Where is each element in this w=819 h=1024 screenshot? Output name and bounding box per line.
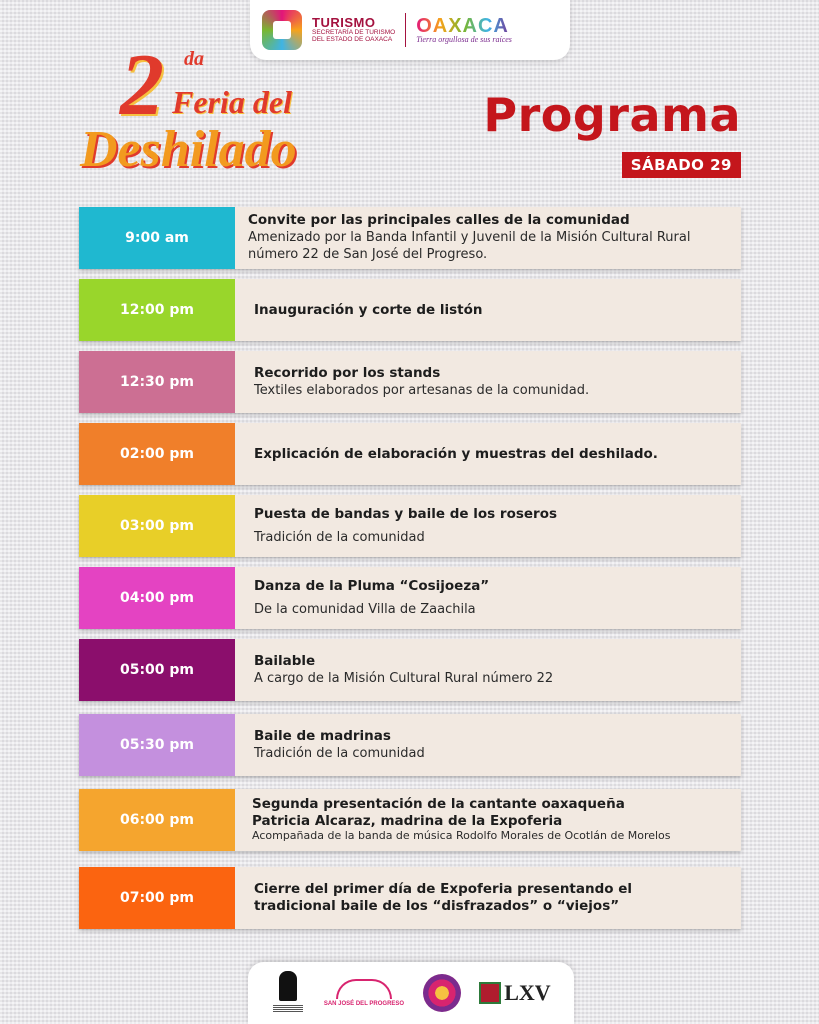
time-cell: 12:00 pm bbox=[79, 279, 235, 341]
event-title: Puesta de bandas y baile de los roseros bbox=[254, 505, 558, 522]
time-cell: 07:00 pm bbox=[79, 867, 235, 929]
time-cell: 04:00 pm bbox=[79, 567, 235, 629]
logo-caption-lines bbox=[273, 1004, 303, 1012]
event-title: Cierre del primer día de Expoferia presentando el bbox=[254, 881, 633, 898]
event-description bbox=[235, 567, 741, 629]
oaxaca-tagline: Tierra orgullosa de sus raíces bbox=[416, 35, 512, 44]
day-badge: SÁBADO 29 bbox=[622, 152, 741, 178]
page-title: Programa bbox=[483, 88, 741, 142]
schedule-row bbox=[79, 867, 741, 929]
feria-title-line1: Feria del bbox=[172, 84, 292, 120]
event-title: Danza de la Pluma “Cosijoeza” bbox=[254, 577, 490, 594]
feria-logo bbox=[80, 37, 350, 192]
event-subtitle: Textiles elaborados por artesanas de la comunidad. bbox=[254, 382, 590, 398]
event-subtitle: A cargo de la Misión Cultural Rural número 22 bbox=[254, 670, 554, 686]
event-description bbox=[235, 639, 741, 701]
feria-ordinal: da bbox=[184, 48, 204, 70]
time-cell: 06:00 pm bbox=[79, 789, 235, 851]
turismo-subtitle-2: DEL ESTADO DE OAXACA bbox=[312, 35, 393, 43]
event-subtitle: Tradición de la comunidad bbox=[254, 745, 425, 761]
time-cell: 12:30 pm bbox=[79, 351, 235, 413]
turismo-subtitle-1: SECRETARÍA DE TURISMO bbox=[312, 29, 396, 36]
schedule-row bbox=[79, 351, 741, 413]
schedule-row bbox=[79, 567, 741, 629]
time-cell: 05:30 pm bbox=[79, 714, 235, 776]
time-cell: 9:00 am bbox=[79, 207, 235, 269]
time-cell: 03:00 pm bbox=[79, 495, 235, 557]
event-title: Segunda presentación de la cantante oaxaqueña bbox=[252, 795, 625, 812]
mision-cultural-logo bbox=[271, 971, 305, 1015]
feria-title-line2: Deshilado bbox=[80, 121, 297, 178]
bottom-logo-banner bbox=[248, 962, 574, 1024]
turismo-title: TURISMO bbox=[312, 15, 376, 31]
legislatura-emblem-icon bbox=[479, 982, 501, 1004]
dancer-icon bbox=[279, 971, 297, 1001]
legislatura-label: LXV bbox=[504, 980, 551, 1005]
san-jose-del-progreso-logo bbox=[324, 979, 404, 1007]
event-title: Explicación de elaboración y muestras del deshilado. bbox=[254, 445, 658, 462]
event-description bbox=[235, 714, 741, 776]
circular-emblem-icon bbox=[423, 974, 461, 1012]
time-cell: 02:00 pm bbox=[79, 423, 235, 485]
event-title: Inauguración y corte de listón bbox=[254, 301, 483, 318]
schedule-row bbox=[79, 639, 741, 701]
event-subtitle: Tradición de la comunidad bbox=[254, 529, 425, 545]
event-description bbox=[235, 867, 741, 929]
event-subtitle: Amenizado por la Banda Infantil y Juvenil de la Misión Cultural Rural número 22 de San José del Progreso. bbox=[248, 229, 691, 263]
church-arch-icon bbox=[336, 979, 392, 999]
event-description bbox=[235, 789, 741, 851]
time-cell: 05:00 pm bbox=[79, 639, 235, 701]
schedule-row bbox=[79, 495, 741, 557]
oaxaca-logo bbox=[416, 16, 512, 44]
san-jose-label: SAN JOSÉ DEL PROGRESO bbox=[323, 1001, 405, 1007]
schedule-list bbox=[79, 207, 741, 929]
event-title: Convite por las principales calles de la comunidad bbox=[248, 212, 630, 229]
logo-divider bbox=[405, 13, 406, 47]
event-description bbox=[235, 279, 741, 341]
event-title: Bailable bbox=[254, 652, 316, 669]
event-description bbox=[235, 495, 741, 557]
schedule-row bbox=[79, 423, 741, 485]
event-subtitle: De la comunidad Villa de Zaachila bbox=[254, 601, 476, 617]
event-description bbox=[235, 207, 741, 269]
event-subtitle: Acompañada de la banda de música Rodolfo Morales de Ocotlán de Morelos bbox=[252, 829, 671, 843]
schedule-row bbox=[79, 279, 741, 341]
event-title: Recorrido por los stands bbox=[254, 364, 441, 381]
turismo-logo bbox=[312, 16, 395, 43]
schedule-row bbox=[79, 207, 741, 269]
schedule-row bbox=[79, 714, 741, 776]
event-description bbox=[235, 423, 741, 485]
event-description bbox=[235, 351, 741, 413]
event-title-line2: tradicional baile de los “disfrazados” o “viejos” bbox=[254, 898, 620, 914]
schedule-row bbox=[79, 789, 741, 851]
event-title: Baile de madrinas bbox=[254, 727, 391, 744]
oaxaca-wordmark: OAXACA bbox=[416, 16, 512, 36]
legislatura-logo bbox=[479, 980, 550, 1006]
feria-number: 2 bbox=[120, 37, 164, 134]
event-title-line2: Patricia Alcaraz, madrina de la Expoferia bbox=[252, 812, 563, 829]
